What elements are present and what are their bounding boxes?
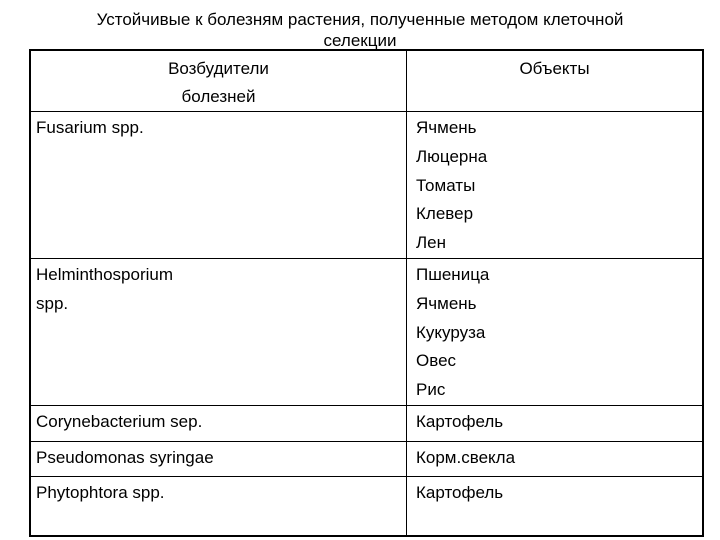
table-row-pathogen [36, 444, 214, 473]
header-objects [407, 55, 702, 83]
title-line-1: Устойчивые к болезням растения, полученные методом клеточной [96, 10, 624, 29]
object-name: Клевер [416, 204, 474, 224]
row-divider [29, 405, 704, 406]
table-row-objects [416, 479, 503, 508]
table-row-pathogen [36, 408, 202, 437]
header-objects-label: Объекты [519, 59, 590, 78]
table-row-objects [416, 114, 487, 258]
object-name: Ячмень [416, 118, 477, 137]
object-name: Картофель [416, 483, 504, 502]
header-pathogens [31, 55, 406, 111]
row-divider [29, 476, 704, 477]
table-row-objects [416, 444, 515, 473]
title-line-2: селекции [323, 31, 397, 50]
object-name: Люцерна [416, 146, 488, 166]
header-pathogens-line-2: болезней [181, 87, 256, 106]
table-row-pathogen [36, 479, 165, 508]
object-name: Пшеница [416, 265, 490, 284]
object-name: Овес [416, 351, 457, 371]
table-row-pathogen [36, 114, 144, 143]
table-row-objects [416, 408, 503, 437]
object-name: Рис [416, 380, 446, 400]
header-pathogens-line-1: Возбудители [168, 59, 269, 78]
object-name: Томаты [416, 175, 476, 195]
table-row-pathogen [36, 261, 173, 319]
row-divider [29, 441, 704, 442]
object-name: Кукуруза [416, 322, 486, 342]
table-row-objects [416, 261, 489, 405]
pathogen-name-cont: spp. [36, 293, 69, 313]
column-divider [406, 49, 407, 537]
object-name: Ячмень [416, 293, 477, 313]
row-divider [29, 111, 704, 112]
object-name: Картофель [416, 412, 504, 431]
pathogen-name: Helminthosporium [36, 265, 173, 284]
pathogen-name: Corynebacterium sep. [36, 412, 203, 431]
row-divider [29, 258, 704, 259]
page-title [0, 9, 720, 51]
pathogen-name: Phytophtora spp. [36, 483, 165, 502]
pathogen-name: Pseudomonas syringae [36, 448, 214, 467]
object-name: Корм.свекла [416, 448, 516, 467]
pathogen-name: Fusarium spp. [36, 118, 144, 137]
object-name: Лен [416, 233, 446, 253]
